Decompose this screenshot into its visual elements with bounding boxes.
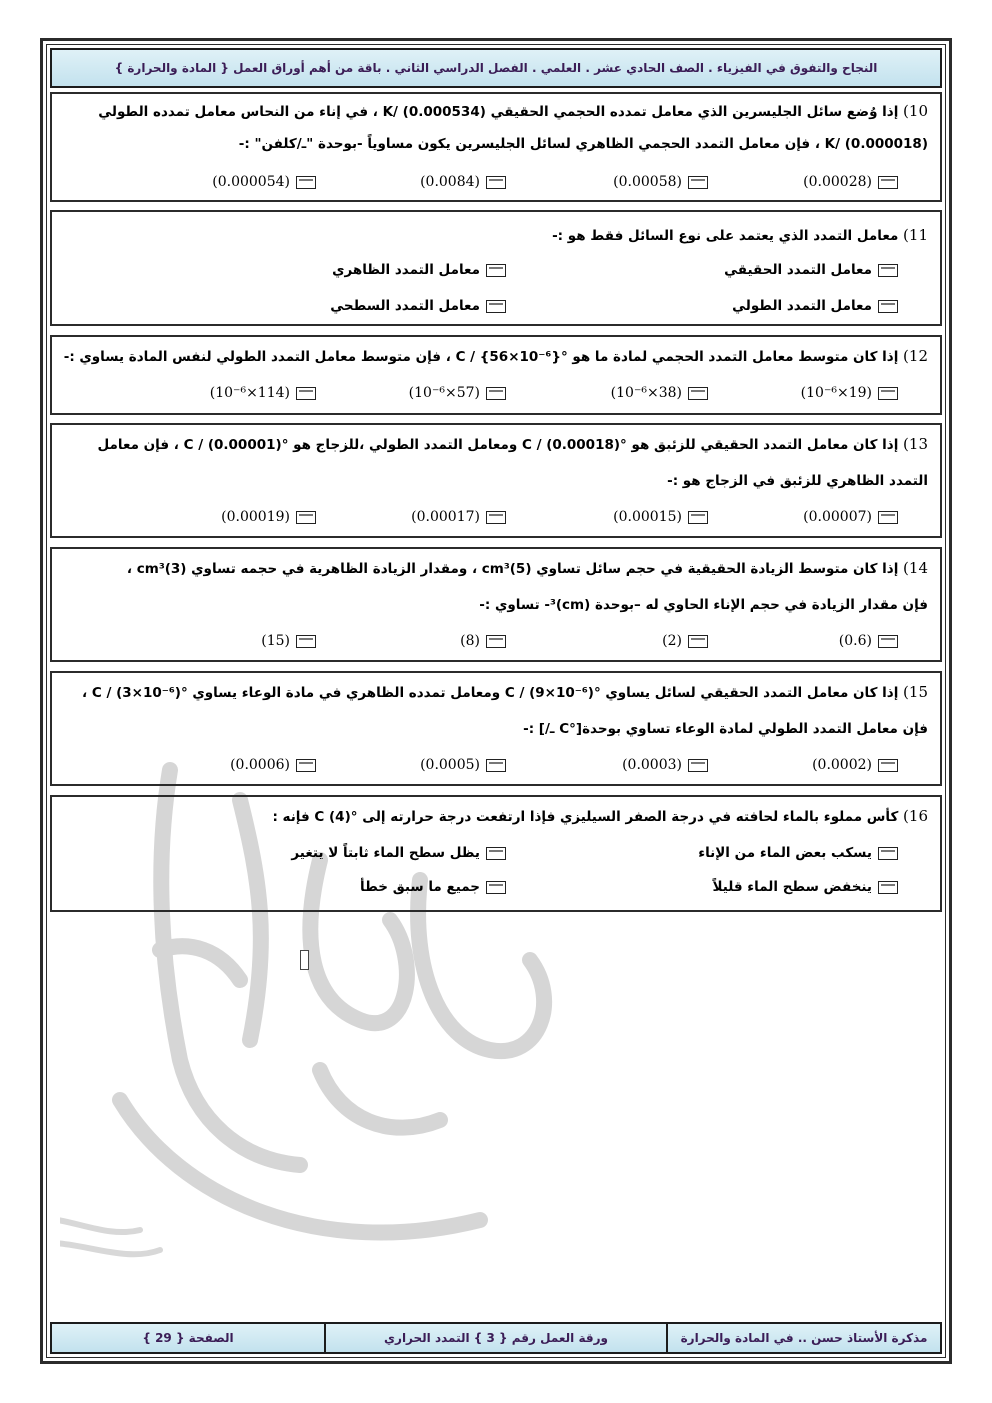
question-text: إذا كان معامل التمدد الحقيقي للزئبق هو °C / (0.00018) ومعامل التمدد الطولي ،للزجاج هو °C / (0.00001) ، فإن معامل <box>97 437 899 453</box>
option-label: (0.6) <box>838 633 872 649</box>
option-c[interactable] <box>732 298 898 314</box>
checkbox[interactable] <box>878 264 898 277</box>
checkbox[interactable] <box>296 759 316 772</box>
checkbox[interactable] <box>878 881 898 894</box>
question-number: 16) <box>903 807 928 825</box>
option-d[interactable] <box>230 757 316 773</box>
question-text: إذا كان معامل التمدد الحقيقي لسائل يساوي °C / (9×10⁻⁶) ومعامل تمدده الظاهري في مادة الوعاء يساوي °C / (3×10⁻⁶) ، <box>82 685 899 701</box>
option-b[interactable] <box>291 845 506 861</box>
option-d[interactable] <box>330 298 506 314</box>
option-label: (114×10⁻⁶) <box>209 385 290 401</box>
option-d[interactable] <box>221 509 316 525</box>
option-c[interactable] <box>460 633 506 649</box>
checkbox[interactable] <box>296 176 316 189</box>
header-banner <box>50 48 942 88</box>
question-number: 13) <box>903 435 928 453</box>
question-text: إذا كان متوسط الزيادة الحقيقية في حجم سائل تساوي cm³(5) ، ومقدار الزيادة الظاهرية في حجمه تساوي cm³(3) ، <box>126 561 899 577</box>
option-b[interactable] <box>611 385 708 401</box>
option-label: (8) <box>460 633 480 649</box>
question-14-line-2 <box>66 597 928 613</box>
option-c[interactable] <box>411 509 506 525</box>
option-label: (0.00015) <box>613 509 682 525</box>
question-10-line-1 <box>66 102 928 120</box>
checkbox[interactable] <box>486 847 506 860</box>
checkbox[interactable] <box>878 635 898 648</box>
question-13-line-1 <box>66 435 928 453</box>
option-label: (0.0003) <box>622 757 682 773</box>
option-b[interactable] <box>613 174 708 190</box>
question-15-line-1 <box>66 683 928 701</box>
option-label: (57×10⁻⁶) <box>408 385 480 401</box>
option-c[interactable] <box>712 879 898 895</box>
text-cursor-box <box>300 950 309 970</box>
checkbox[interactable] <box>688 387 708 400</box>
question-10-line-2 <box>66 136 928 152</box>
question-text: فإن مقدار الزيادة في حجم الإناء الحاوي له –بوحدة (cm)³- تساوي :- <box>479 597 928 613</box>
question-14-line-1 <box>66 559 928 577</box>
option-label: (38×10⁻⁶) <box>610 385 682 401</box>
option-b[interactable] <box>622 757 708 773</box>
question-13-line-2 <box>66 473 928 489</box>
question-10-box <box>50 92 942 202</box>
option-label: يسكب بعض الماء من الإناء <box>698 845 872 861</box>
checkbox[interactable] <box>878 511 898 524</box>
question-11-line-1 <box>66 226 928 244</box>
checkbox[interactable] <box>296 511 316 524</box>
option-a[interactable] <box>724 262 898 278</box>
option-label: معامل التمدد الحقيقي <box>724 262 872 278</box>
checkbox[interactable] <box>486 387 506 400</box>
question-12-line-1 <box>63 347 928 365</box>
checkbox[interactable] <box>878 387 898 400</box>
question-number: 14) <box>903 559 928 577</box>
option-d[interactable] <box>261 633 316 649</box>
checkbox[interactable] <box>688 635 708 648</box>
question-number: 12) <box>903 347 928 365</box>
option-d[interactable] <box>212 174 316 190</box>
question-15-box <box>50 671 942 786</box>
option-label: (2) <box>662 633 682 649</box>
checkbox[interactable] <box>878 300 898 313</box>
question-text: التمدد الظاهري للزئبق في الزجاج هو :- <box>667 473 928 489</box>
checkbox[interactable] <box>878 759 898 772</box>
checkbox[interactable] <box>486 759 506 772</box>
option-label: (0.00019) <box>221 509 290 525</box>
option-a[interactable] <box>698 845 898 861</box>
checkbox[interactable] <box>486 635 506 648</box>
option-a[interactable] <box>803 509 898 525</box>
question-text: كأس مملوء بالماء لحافته في درجة الصفر السيليزي فإذا ارتفعت درجة حرارته إلى °C (4) فإنه : <box>272 809 899 825</box>
footer-page-number: الصفحة { 29 } <box>52 1324 324 1352</box>
option-a[interactable] <box>812 757 898 773</box>
checkbox[interactable] <box>486 176 506 189</box>
option-d[interactable] <box>360 879 506 895</box>
option-label: (19×10⁻⁶) <box>800 385 872 401</box>
question-text: إذا كان متوسط معامل التمدد الحجمي لمادة ما هو °C / {56×10⁻⁶} ، فإن متوسط معامل التمدد الطولي لنفس المادة يساوي :- <box>63 349 899 365</box>
option-b[interactable] <box>662 633 708 649</box>
question-number: 11) <box>903 226 928 244</box>
option-c[interactable] <box>420 174 506 190</box>
option-a[interactable] <box>803 174 898 190</box>
question-15-line-2 <box>66 721 928 737</box>
option-label: ينخفض سطح الماء قليلاً <box>712 879 872 895</box>
question-14-box <box>50 547 942 662</box>
checkbox[interactable] <box>688 759 708 772</box>
option-label: (0.00028) <box>803 174 872 190</box>
checkbox[interactable] <box>688 176 708 189</box>
option-label: معامل التمدد الطولي <box>732 298 872 314</box>
option-label: جميع ما سبق خطأ <box>360 879 480 895</box>
option-label: (0.0006) <box>230 757 290 773</box>
option-label: (0.00007) <box>803 509 872 525</box>
option-label: (0.0084) <box>420 174 480 190</box>
question-number: 10) <box>903 102 928 120</box>
checkbox[interactable] <box>296 387 316 400</box>
checkbox[interactable] <box>878 176 898 189</box>
question-13-box <box>50 423 942 538</box>
option-c[interactable] <box>409 385 506 401</box>
footer-worksheet: ورقة العمل رقم { 3 } التمدد الحراري <box>324 1324 666 1352</box>
checkbox[interactable] <box>486 300 506 313</box>
option-label: (15) <box>261 633 290 649</box>
option-label: يظل سطح الماء ثابتاً لا يتغير <box>291 845 480 861</box>
question-text: K/ (0.000018) ، فإن معامل التمدد الحجمي الظاهري لسائل الجليسرين يكون مساوياً -بوحدة "ـ/كلفن" :- <box>238 136 928 152</box>
option-label: معامل التمدد الظاهري <box>332 262 480 278</box>
option-label: (0.00017) <box>411 509 480 525</box>
checkbox[interactable] <box>878 847 898 860</box>
option-c[interactable] <box>420 757 506 773</box>
option-label: (0.0002) <box>812 757 872 773</box>
question-16-line-1 <box>66 807 928 825</box>
checkbox[interactable] <box>688 511 708 524</box>
option-b[interactable] <box>332 262 506 278</box>
question-text: إذا وُضع سائل الجليسرين الذي معامل تمدده الحجمي الحقيقي K/ (0.000534) ، في إناء من النحاس معامل تمدده الطولي <box>98 104 899 120</box>
question-text: فإن معامل التمدد الطولي لمادة الوعاء تساوي بوحدة[°C ـ/] :- <box>523 721 928 737</box>
option-d[interactable] <box>210 385 316 401</box>
question-12-box <box>50 335 942 415</box>
header-title: النجاح والتفوق في الفيزياء . الصف الحادي عشر . العلمي . الفصل الدراسي الثاني . باقة من أهم أوراق العمل { المادة والحرارة } <box>114 61 878 75</box>
footer-memo: مذكرة الأستاذ حسن .. في المادة والحرارة <box>666 1324 940 1352</box>
option-a[interactable] <box>801 385 898 401</box>
question-number: 15) <box>903 683 928 701</box>
checkbox[interactable] <box>296 635 316 648</box>
checkbox[interactable] <box>486 511 506 524</box>
option-b[interactable] <box>613 509 708 525</box>
question-11-box <box>50 210 942 326</box>
question-text: معامل التمدد الذي يعتمد على نوع السائل فقط هو :- <box>552 228 899 244</box>
option-label: (0.00058) <box>613 174 682 190</box>
footer-bar <box>50 1322 942 1354</box>
option-label: (0.000054) <box>212 174 290 190</box>
option-label: (0.0005) <box>420 757 480 773</box>
checkbox[interactable] <box>486 264 506 277</box>
checkbox[interactable] <box>486 881 506 894</box>
option-a[interactable] <box>839 633 898 649</box>
option-label: معامل التمدد السطحي <box>330 298 480 314</box>
question-16-box <box>50 795 942 912</box>
